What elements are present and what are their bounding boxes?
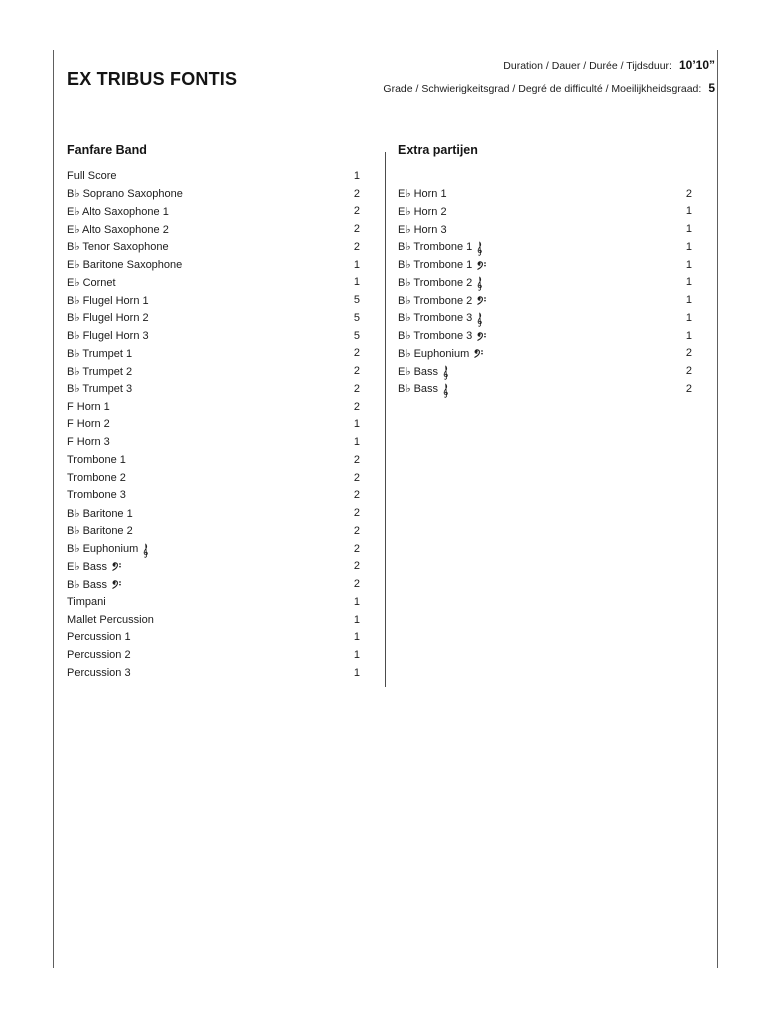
instrument-name [67,524,133,537]
instrument-row [398,238,692,256]
instrument-name [398,329,488,342]
instrument-count: 2 [685,187,692,200]
instrument-name [398,362,449,380]
grade-label: Grade / Schwierigkeitsgrad / Degré de difficulté / Moeilijkheidsgraad: [383,83,702,95]
instrument-count: 1 [685,329,692,342]
instrument-name [67,329,149,342]
instrument-count: 1 [685,223,692,236]
treble-clef-icon [476,312,483,327]
bass-clef-icon [476,261,488,270]
instrument-row [398,274,692,292]
instrument-name [67,472,126,484]
treble-clef-icon [442,365,449,380]
instrument-count: 2 [353,542,360,555]
instrument-count: 2 [353,382,360,395]
instrument-count: 2 [353,400,360,413]
instrument-row [67,274,360,292]
instrument-count: 1 [685,276,692,289]
instrument-name [398,205,447,218]
instrument-name-text: E♭ Bass [67,560,108,573]
instrument-name [398,187,447,200]
instrument-row [67,167,360,185]
instrument-count: 1 [685,294,692,307]
instrument-name-text: F Horn 1 [67,400,110,413]
instrument-name [67,170,117,182]
instrument-name-text: B♭ Euphonium [67,543,139,556]
instrument-name-text: B♭ Bass [398,383,439,396]
instrument-row [67,593,360,611]
instrument-name [67,382,132,395]
instrument-name-text: B♭ Trombone 1 [398,259,473,272]
instrument-row [67,611,360,629]
instrument-count: 2 [685,365,692,378]
bass-clef-icon [111,562,123,571]
instrument-name-text: Percussion 2 [67,649,131,662]
instrument-name-text: E♭ Horn 1 [398,188,447,201]
duration-value: 10’10” [678,58,715,72]
instrument-name-text: B♭ Euphonium [398,347,470,360]
instrument-name [67,365,132,378]
column-heading: Fanfare Band [67,143,147,157]
page-left-rule [53,50,54,968]
bass-clef-icon [473,349,485,358]
instrument-name-text: Trombone 2 [67,471,126,484]
instrument-count: 1 [353,631,360,644]
instrument-count: 1 [353,613,360,626]
instrument-name [398,238,483,256]
instrument-name [398,273,483,291]
instrument-row [67,558,360,576]
instrument-name [67,401,110,413]
instrument-count: 5 [353,294,360,307]
treble-clef-icon [476,276,483,291]
instrument-name-text: E♭ Horn 2 [398,205,447,218]
instrument-row [67,433,360,451]
instrument-name [398,258,488,271]
instrument-row [67,575,360,593]
page-right-rule [717,50,718,968]
instrument-name-text: B♭ Baritone 2 [67,525,133,538]
instrument-name [67,631,131,643]
instrument-name [67,454,126,466]
instrument-count: 1 [685,240,692,253]
treble-clef-icon [142,543,149,558]
instrument-name [398,223,447,236]
instrument-name-text: Timpani [67,595,106,608]
grade-value: 5 [708,81,715,95]
column-heading: Extra partijen [398,143,478,157]
instrument-name-text: E♭ Cornet [67,276,116,289]
column-divider [385,152,386,687]
instrument-name-text: B♭ Trumpet 2 [67,365,133,378]
instrument-row [67,327,360,345]
instrument-name [398,347,485,360]
instrument-name [67,560,123,573]
instrument-name-text: B♭ Flugel Horn 2 [67,312,149,325]
instrument-name [67,667,131,679]
instrument-row [398,291,692,309]
instrument-row [67,487,360,505]
instrument-name-text: B♭ Baritone 1 [67,507,133,520]
instrument-name [67,649,131,661]
instrument-row [398,380,692,398]
instrument-count: 1 [353,258,360,271]
instrument-count: 5 [353,329,360,342]
instrument-name-text: B♭ Flugel Horn 3 [67,330,149,343]
header-meta [383,54,715,100]
instrument-count: 1 [685,258,692,271]
instrument-count: 1 [353,649,360,662]
instrument-name [67,187,183,200]
instrument-count: 1 [353,169,360,182]
instrument-name-text: Percussion 1 [67,631,131,644]
instrument-row [67,256,360,274]
extra-parts-column [398,143,692,398]
instrument-name-text: B♭ Trombone 2 [398,276,473,289]
instrument-row [67,203,360,221]
instrument-name [67,205,169,218]
instrument-row [67,416,360,434]
instrument-count: 1 [353,595,360,608]
instrument-name-text: B♭ Bass [67,578,108,591]
instrument-row [398,345,692,363]
instrument-count: 1 [685,205,692,218]
instrument-name-text: Full Score [67,169,117,182]
instrument-row [67,451,360,469]
instrument-name [67,294,149,307]
instrument-row [67,646,360,664]
instrument-count: 1 [353,666,360,679]
instrument-name-text: B♭ Trumpet 1 [67,347,133,360]
treble-clef-icon [476,241,483,256]
duration-line [383,54,715,77]
instrument-list [398,167,692,398]
instrument-count: 2 [353,489,360,502]
instrument-row [398,203,692,221]
instrument-name [67,614,154,626]
fanfare-band-column [67,143,360,682]
instrument-count: 1 [685,311,692,324]
instrument-name-text: E♭ Baritone Saxophone [67,259,183,272]
instrument-row [67,345,360,363]
bass-clef-icon [476,296,488,305]
instrument-name [67,347,132,360]
instrument-name-text: E♭ Alto Saxophone 2 [67,223,169,236]
instrument-name [67,276,116,289]
instrument-row [67,291,360,309]
instrument-count: 2 [353,507,360,520]
instrument-row [67,504,360,522]
instrument-name [67,223,169,236]
instrument-count: 2 [353,187,360,200]
instrument-count: 2 [353,524,360,537]
instrument-name [67,540,149,558]
instrument-name-text: B♭ Trombone 1 [398,241,473,254]
instrument-name-text: Percussion 3 [67,666,131,679]
instrument-count: 2 [353,240,360,253]
instrument-row [67,185,360,203]
instrument-count: 2 [685,382,692,395]
instrument-count: 2 [353,205,360,218]
treble-clef-icon [442,383,449,398]
instrument-name [398,294,488,307]
instrument-count: 1 [353,436,360,449]
instrument-name-text: F Horn 2 [67,418,110,431]
instrument-row [67,380,360,398]
instrument-name [398,380,449,398]
instrument-count: 2 [685,347,692,360]
instrument-row [67,220,360,238]
instrument-row [67,238,360,256]
bass-clef-icon [476,332,488,341]
instrument-name-text: B♭ Flugel Horn 1 [67,294,149,307]
duration-label: Duration / Dauer / Durée / Tijdsduur: [503,60,672,72]
instrument-count: 5 [353,311,360,324]
instrument-count: 2 [353,471,360,484]
grade-line [383,77,715,100]
instrument-count: 1 [353,276,360,289]
instrument-name [67,436,110,448]
instrument-name-text: Trombone 3 [67,489,126,502]
instrument-name [67,418,110,430]
instrument-row [67,398,360,416]
instrument-name [67,578,123,591]
instrument-name [67,258,182,271]
instrument-list [67,167,360,682]
instrument-count: 2 [353,560,360,573]
instrument-name [67,596,106,608]
instrument-name [398,309,483,327]
instrument-row [398,185,692,203]
instrument-name-text: B♭ Soprano Saxophone [67,188,183,201]
instrument-count: 1 [353,418,360,431]
instrument-row [398,220,692,238]
instrument-name-text: E♭ Bass [398,365,439,378]
instrument-name-text: B♭ Tenor Saxophone [67,241,169,254]
instrument-row [398,309,692,327]
bass-clef-icon [111,580,123,589]
instrument-name [67,489,126,501]
instrument-name-text: B♭ Trombone 3 [398,312,473,325]
instrument-count: 2 [353,223,360,236]
instrument-name-text: E♭ Alto Saxophone 1 [67,205,169,218]
instrument-name [67,311,149,324]
instrument-count: 2 [353,347,360,360]
instrument-count: 2 [353,453,360,466]
instrument-row [67,540,360,558]
instrument-row [398,327,692,345]
instrument-row [67,309,360,327]
instrument-name [67,240,169,253]
instrument-row [67,629,360,647]
instrument-name-text: Trombone 1 [67,453,126,466]
instrument-name-text: B♭ Trombone 3 [398,330,473,343]
instrument-count: 2 [353,578,360,591]
instrument-name [67,507,133,520]
instrument-name-text: F Horn 3 [67,436,110,449]
instrument-name-text: Mallet Percussion [67,613,154,626]
instrument-row [67,362,360,380]
instrument-name-text: B♭ Trombone 2 [398,294,473,307]
instrument-row [67,469,360,487]
instrument-count: 2 [353,365,360,378]
instrument-name-text: B♭ Trumpet 3 [67,383,133,396]
instrument-row [398,362,692,380]
instrument-row [67,664,360,682]
instrument-row [67,522,360,540]
page-title: EX TRIBUS FONTIS [67,69,238,90]
instrument-row [398,256,692,274]
instrument-name-text: E♭ Horn 3 [398,223,447,236]
